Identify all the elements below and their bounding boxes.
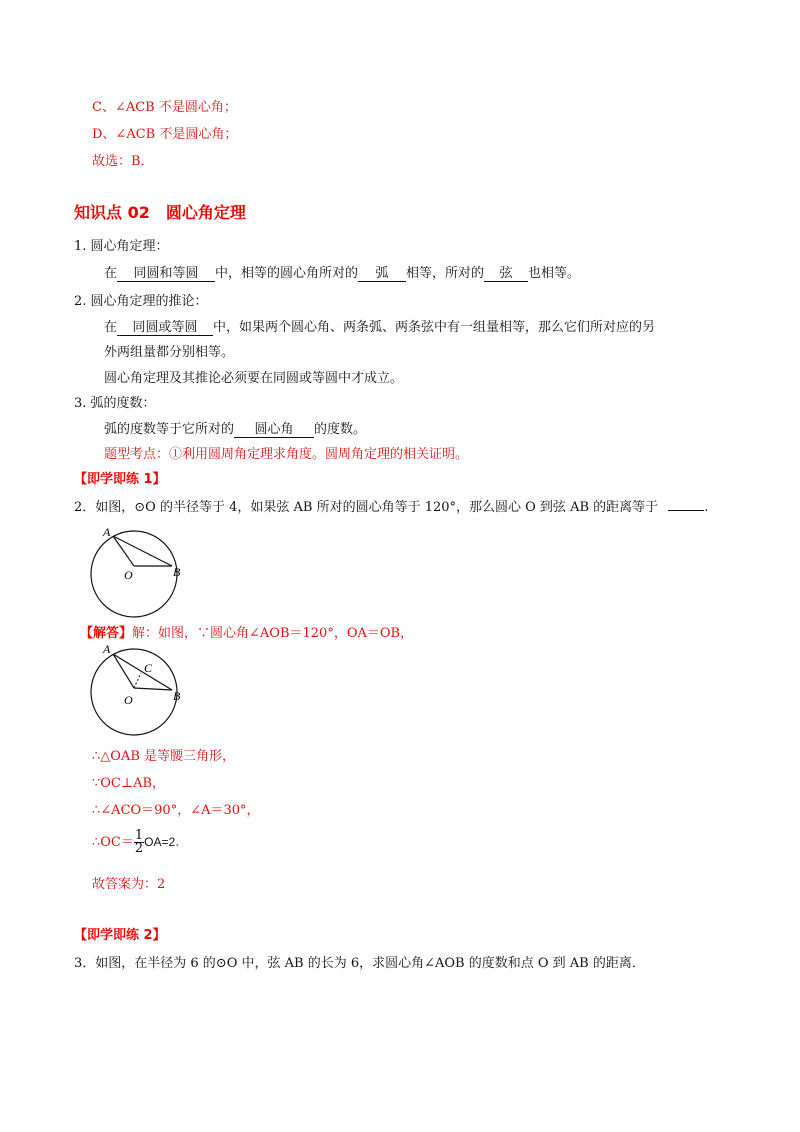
solution-final: 故答案为：2	[92, 877, 166, 892]
label-c: C	[144, 661, 153, 675]
solution-intro	[80, 622, 413, 641]
item1-blank2: 弧	[358, 262, 406, 282]
practice1-answer-blank	[668, 510, 704, 511]
solution-step2: ∵OC⊥AB，	[92, 776, 166, 791]
section-title: 知识点 02 圆心角定理	[74, 203, 246, 222]
answer-choice: 故选：B．	[92, 154, 154, 169]
circle-outline	[91, 531, 177, 617]
practice2-tag: 【即学即练 2】	[74, 928, 166, 943]
item1-text	[104, 262, 580, 282]
fraction-half: $\frac{1}{2}$	[134, 828, 144, 856]
segment-oa	[113, 536, 134, 566]
item2-pre: 在	[104, 320, 118, 335]
item2-line1	[104, 316, 655, 336]
item2-line1-text: 中，如果两个圆心角、两条弧、两条弦中有一组量相等，那么它们所对应的另	[213, 320, 656, 335]
step4-rest: OA=2	[144, 835, 176, 849]
solution-tag: 【解答】	[80, 626, 133, 641]
segment-oc	[134, 673, 141, 688]
option-d: D、∠ACB 不是圆心角；	[92, 127, 238, 142]
item1-pre: 在	[104, 266, 118, 281]
label-b: B	[173, 689, 181, 703]
solution-step3: ∴∠ACO＝90°，∠A＝30°，	[92, 803, 260, 818]
practice1-question	[74, 496, 708, 515]
item3-text	[104, 418, 366, 438]
segment-oa	[113, 654, 134, 688]
segment-ob	[134, 688, 172, 690]
solution-step4	[92, 830, 179, 855]
circle-figure-2	[84, 640, 194, 740]
item2-line2: 外两组量都分别相等。	[104, 345, 235, 360]
step4-end: .	[175, 835, 180, 850]
label-b: B	[173, 565, 181, 579]
item1-blank1: 同圆和等圆	[117, 262, 215, 282]
practice1-question-text: 2．如图，⊙O 的半径等于 4，如果弦 AB 所对的圆心角等于 120°，那么圆心 O 到弦 AB 的距离等于	[74, 500, 659, 515]
circle-outline	[91, 649, 177, 735]
label-o: O	[124, 693, 133, 707]
step4-prefix: ∴OC＝	[92, 835, 134, 850]
item1-mid1: 中，相等的圆心角所对的	[215, 266, 359, 281]
solution-step1: ∴△OAB 是等腰三角形，	[92, 749, 236, 764]
label-a: A	[103, 642, 111, 656]
item2-blank1: 同圆或等圆	[117, 316, 213, 336]
chord-ab	[113, 536, 172, 566]
item3-pre: 弧的度数等于它所对的	[104, 422, 235, 437]
item2-line3: 圆心角定理及其推论必须要在同圆或等圆中才成立。	[104, 371, 404, 386]
item2-heading: 2. 圆心角定理的推论：	[74, 294, 208, 309]
item1-mid2: 相等，所对的	[406, 266, 485, 281]
practice1-question-end: .	[704, 500, 709, 515]
item1-heading: 1. 圆心角定理：	[74, 239, 169, 254]
item3-heading: 3. 弧的度数：	[74, 396, 156, 411]
item1-blank3: 弦	[484, 262, 528, 282]
solution-intro-text: 解：如图，∵圆心角∠AOB＝120°，OA＝OB，	[132, 626, 414, 641]
practice2-question: 3．如图，在半径为 6 的⊙O 中，弦 AB 的长为 6，求圆心角∠AOB 的度数和点 O 到 AB 的距离．	[74, 956, 645, 971]
circle-figure-1	[84, 526, 194, 626]
item1-post: 也相等。	[528, 266, 581, 281]
item3-hint: 题型考点：①利用圆周角定理求角度。圆周角定理的相关证明。	[104, 447, 469, 462]
chord-ab	[113, 654, 172, 690]
item3-post: 的度数。	[314, 422, 367, 437]
item3-blank1: 圆心角	[234, 418, 314, 438]
option-c: C、∠ACB 不是圆心角；	[92, 100, 237, 115]
label-a: A	[103, 526, 111, 539]
practice1-tag: 【即学即练 1】	[74, 472, 166, 487]
label-o: O	[124, 568, 133, 582]
